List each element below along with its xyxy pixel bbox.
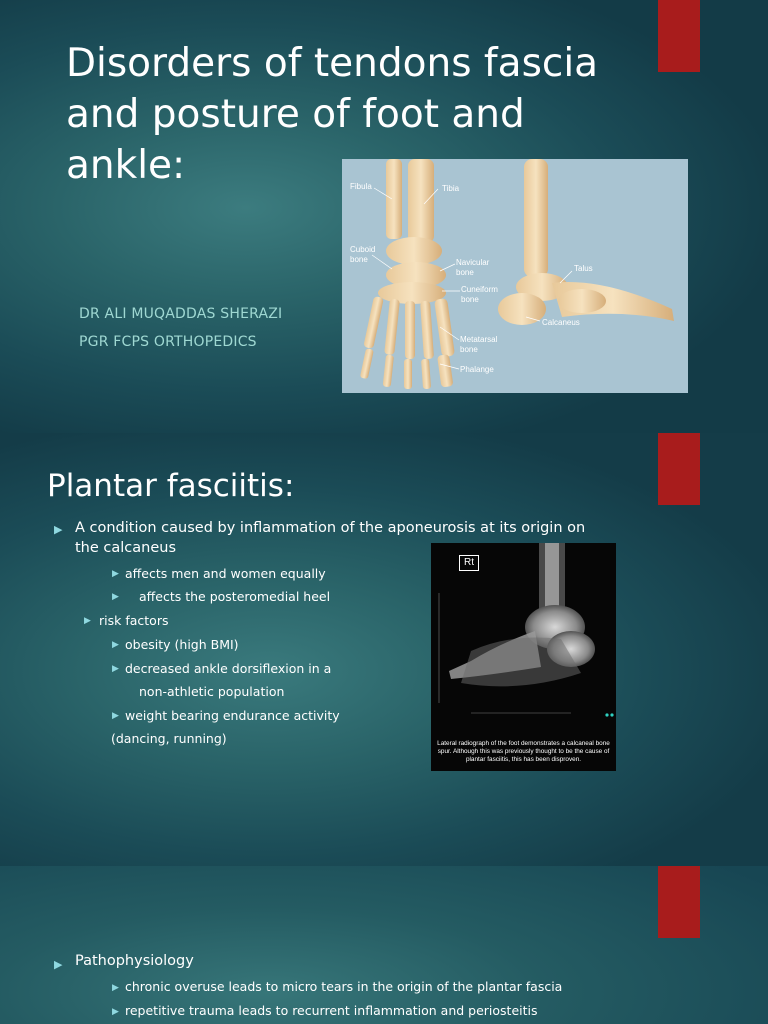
label-talus: Talus xyxy=(574,264,593,273)
bullet-risk3-cont: (dancing, running) xyxy=(111,731,227,746)
pathophysiology-heading: Pathophysiology xyxy=(75,953,194,969)
bullet-main-line2: the calcaneus xyxy=(75,540,177,556)
label-cuboid: Cuboid xyxy=(350,245,376,254)
xray-side-marker: Rt xyxy=(459,555,479,571)
label-phalange: Phalange xyxy=(460,365,494,374)
tibia-bone xyxy=(408,159,434,243)
author-name: DR ALI MUQADDAS SHERAZI xyxy=(79,306,283,322)
slide-2 xyxy=(0,433,768,866)
xray-caption: Lateral radiograph of the foot demonstrates a calcaneal bone spur. Although this was previously thought to be the cause of plantar fasciitis, this has been disproven. xyxy=(437,740,610,763)
slide-title: Plantar fasciitis: xyxy=(47,468,295,504)
lateral-tibia-bone xyxy=(524,159,548,277)
label-metatarsal: Metatarsal xyxy=(460,335,498,344)
foot-xray-image xyxy=(431,543,616,771)
label-calcaneus: Calcaneus xyxy=(542,318,580,327)
bullet-risk2-line2: non-athletic population xyxy=(139,684,285,699)
slide-3 xyxy=(0,866,768,1024)
bullet-arrow-icon: ▶ xyxy=(84,616,91,626)
pathophysiology-sub1: chronic overuse leads to micro tears in the origin of the plantar fascia xyxy=(125,979,563,994)
slide-1 xyxy=(0,0,768,433)
bullet-arrow-icon: ▶ xyxy=(112,983,119,993)
fibula-bone xyxy=(386,159,402,239)
label-cuneiform-bone: bone xyxy=(461,295,479,304)
bullet-main-line1: A condition caused by inflammation of the aponeurosis at its origin on xyxy=(75,520,586,536)
label-metatarsal-bone: bone xyxy=(460,345,478,354)
bullet-arrow-icon: ▶ xyxy=(112,569,119,579)
pathophysiology-sub2: repetitive trauma leads to recurrent inflammation and periosteitis xyxy=(125,1003,538,1018)
foot-anatomy-illustration xyxy=(342,159,688,393)
bullet-arrow-icon: ▶ xyxy=(112,711,119,721)
slide-title: Disorders of tendons fascia and posture of foot and ankle: xyxy=(66,41,599,188)
bullet-arrow-icon: ▶ xyxy=(112,664,119,674)
label-navicular: Navicular xyxy=(456,258,490,267)
bullet-risk: risk factors xyxy=(99,613,169,628)
author-role: PGR FCPS ORTHOPEDICS xyxy=(79,334,257,350)
bullet-sub1: affects men and women equally xyxy=(125,566,326,581)
label-cuneiform: Cuneiform xyxy=(461,285,498,294)
bullet-risk1: obesity (high BMI) xyxy=(125,637,239,652)
bullet-sub2: affects the posteromedial heel xyxy=(139,589,331,604)
bullet-arrow-icon: ▶ xyxy=(54,958,63,971)
red-accent-tab xyxy=(658,866,700,938)
bullet-arrow-icon: ▶ xyxy=(112,1007,119,1017)
red-accent-tab xyxy=(658,433,700,505)
bullet-arrow-icon: ▶ xyxy=(54,523,63,536)
label-tibia: Tibia xyxy=(442,184,460,193)
red-accent-tab xyxy=(658,0,700,72)
bullet-arrow-icon: ▶ xyxy=(112,640,119,650)
label-cuboid-bone: bone xyxy=(350,255,368,264)
label-navicular-bone: bone xyxy=(456,268,474,277)
label-fibula: Fibula xyxy=(350,182,372,191)
bullet-arrow-icon: ▶ xyxy=(112,592,119,602)
bullet-risk2-line1: decreased ankle dorsiflexion in a xyxy=(125,661,332,676)
bullet-risk3: weight bearing endurance activity xyxy=(125,708,340,723)
